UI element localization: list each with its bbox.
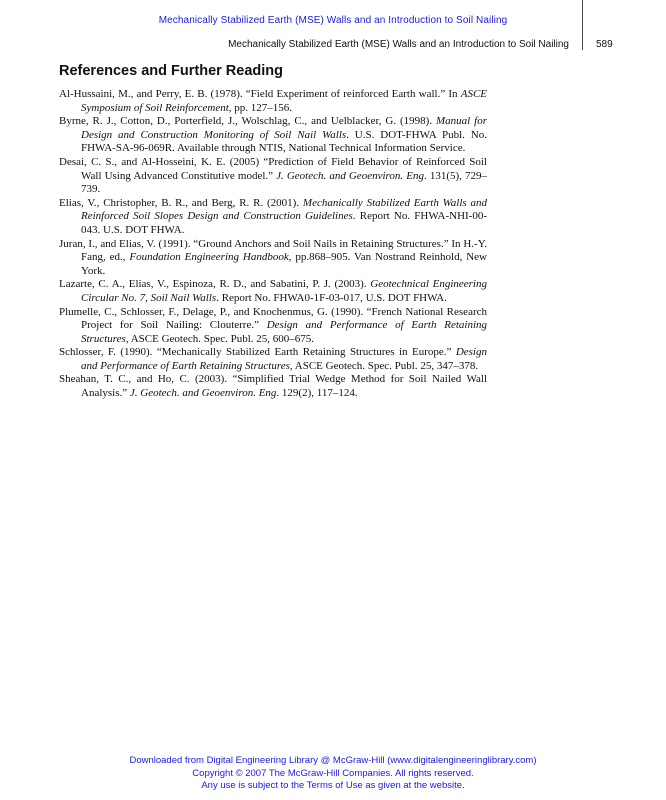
reference-item: Juran, I., and Elias, V. (1991). “Ground Anchors and Soil Nails in Retaining Structures.” In H.-Y. Fang, ed., Foundation Engineering Handbook, pp.868–905. Van Nostrand Reinhold, New York.	[59, 237, 487, 277]
reference-item: Byrne, R. J., Cotton, D., Porterfield, J., Wolschlag, C., and Uelblacker, G. (1998). Manual for Design and Construction Monitoring of Soil Nail Walls. U.S. DOT-FHWA Publ. No. FHWA-SA-96-069R. Available through NTIS, National Technical Information Service.	[59, 115, 487, 155]
reference-item: Al-Hussaini, M., and Perry, E. B. (1978). “Field Experiment of reinforced Earth wall.” In ASCE Symposium of Soil Reinforcement, pp. 127–156.	[59, 88, 487, 114]
reference-item: Lazarte, C. A., Elias, V., Espinoza, R. D., and Sabatini, P. J. (2003). Geotechnical Engineering Circular No. 7, Soil Nail Walls. Report No. FHWA0-1F-03-017, U.S. DOT FHWA.	[59, 278, 487, 304]
page-number: 589	[596, 39, 613, 50]
reference-item: Desai, C. S., and Al-Hosseini, K. E. (2005) “Prediction of Field Behavior of Reinforced Soil Wall Using Advanced Constitutive model.” J. Geotech. and Geoenviron. Eng. 131(5), 729–739.	[59, 155, 487, 196]
reference-item: Elias, V., Christopher, B. R., and Berg, R. R. (2001). Mechanically Stabilized Earth Walls and Reinforced Soil Slopes Design and Construction Guidelines. Report No. FHWA-NHI-00-043. U.S. DOT FHWA.	[59, 196, 488, 236]
footer-notice	[0, 755, 666, 793]
footer-copyright[interactable]: Copyright © 2007 The McGraw-Hill Companies. All rights reserved.	[192, 767, 474, 779]
header-divider	[582, 0, 583, 50]
footer-download-link[interactable]: Downloaded from Digital Engineering Library @ McGraw-Hill (www.digitalengineeringlibrary.com)	[129, 755, 537, 766]
reference-item: Plumelle, C., Schlosser, F., Delage, P., and Knochenmus, G. (1990). “French National Research Project for Soil Nailing: Clouterre.” Design and Performance of Earth Retaining Structures, ASCE Geotech. Spec. Publ. 25, 600–675.	[59, 305, 487, 345]
reference-item: Schlosser, F. (1990). “Mechanically Stabilized Earth Retaining Structures in Europe.” Design and Performance of Earth Retaining Structures, ASCE Geotech. Spec. Publ. 25, 347–378.	[59, 346, 487, 372]
footer-terms[interactable]: Any use is subject to the Terms of Use as given at the website.	[201, 780, 465, 791]
top-header-link[interactable]: Mechanically Stabilized Earth (MSE) Walls and an Introduction to Soil Nailing	[158, 15, 508, 26]
running-head: Mechanically Stabilized Earth (MSE) Walls and an Introduction to Soil Nailing	[228, 39, 569, 50]
section-title: References and Further Reading	[59, 63, 283, 79]
reference-list	[59, 88, 487, 401]
reference-item: Sheahan, T. C., and Ho, C. (2003). “Simplified Trial Wedge Method for Soil Nailed Wall Analysis.” J. Geotech. and Geoenviron. Eng. 129(2), 117–124.	[59, 373, 487, 400]
